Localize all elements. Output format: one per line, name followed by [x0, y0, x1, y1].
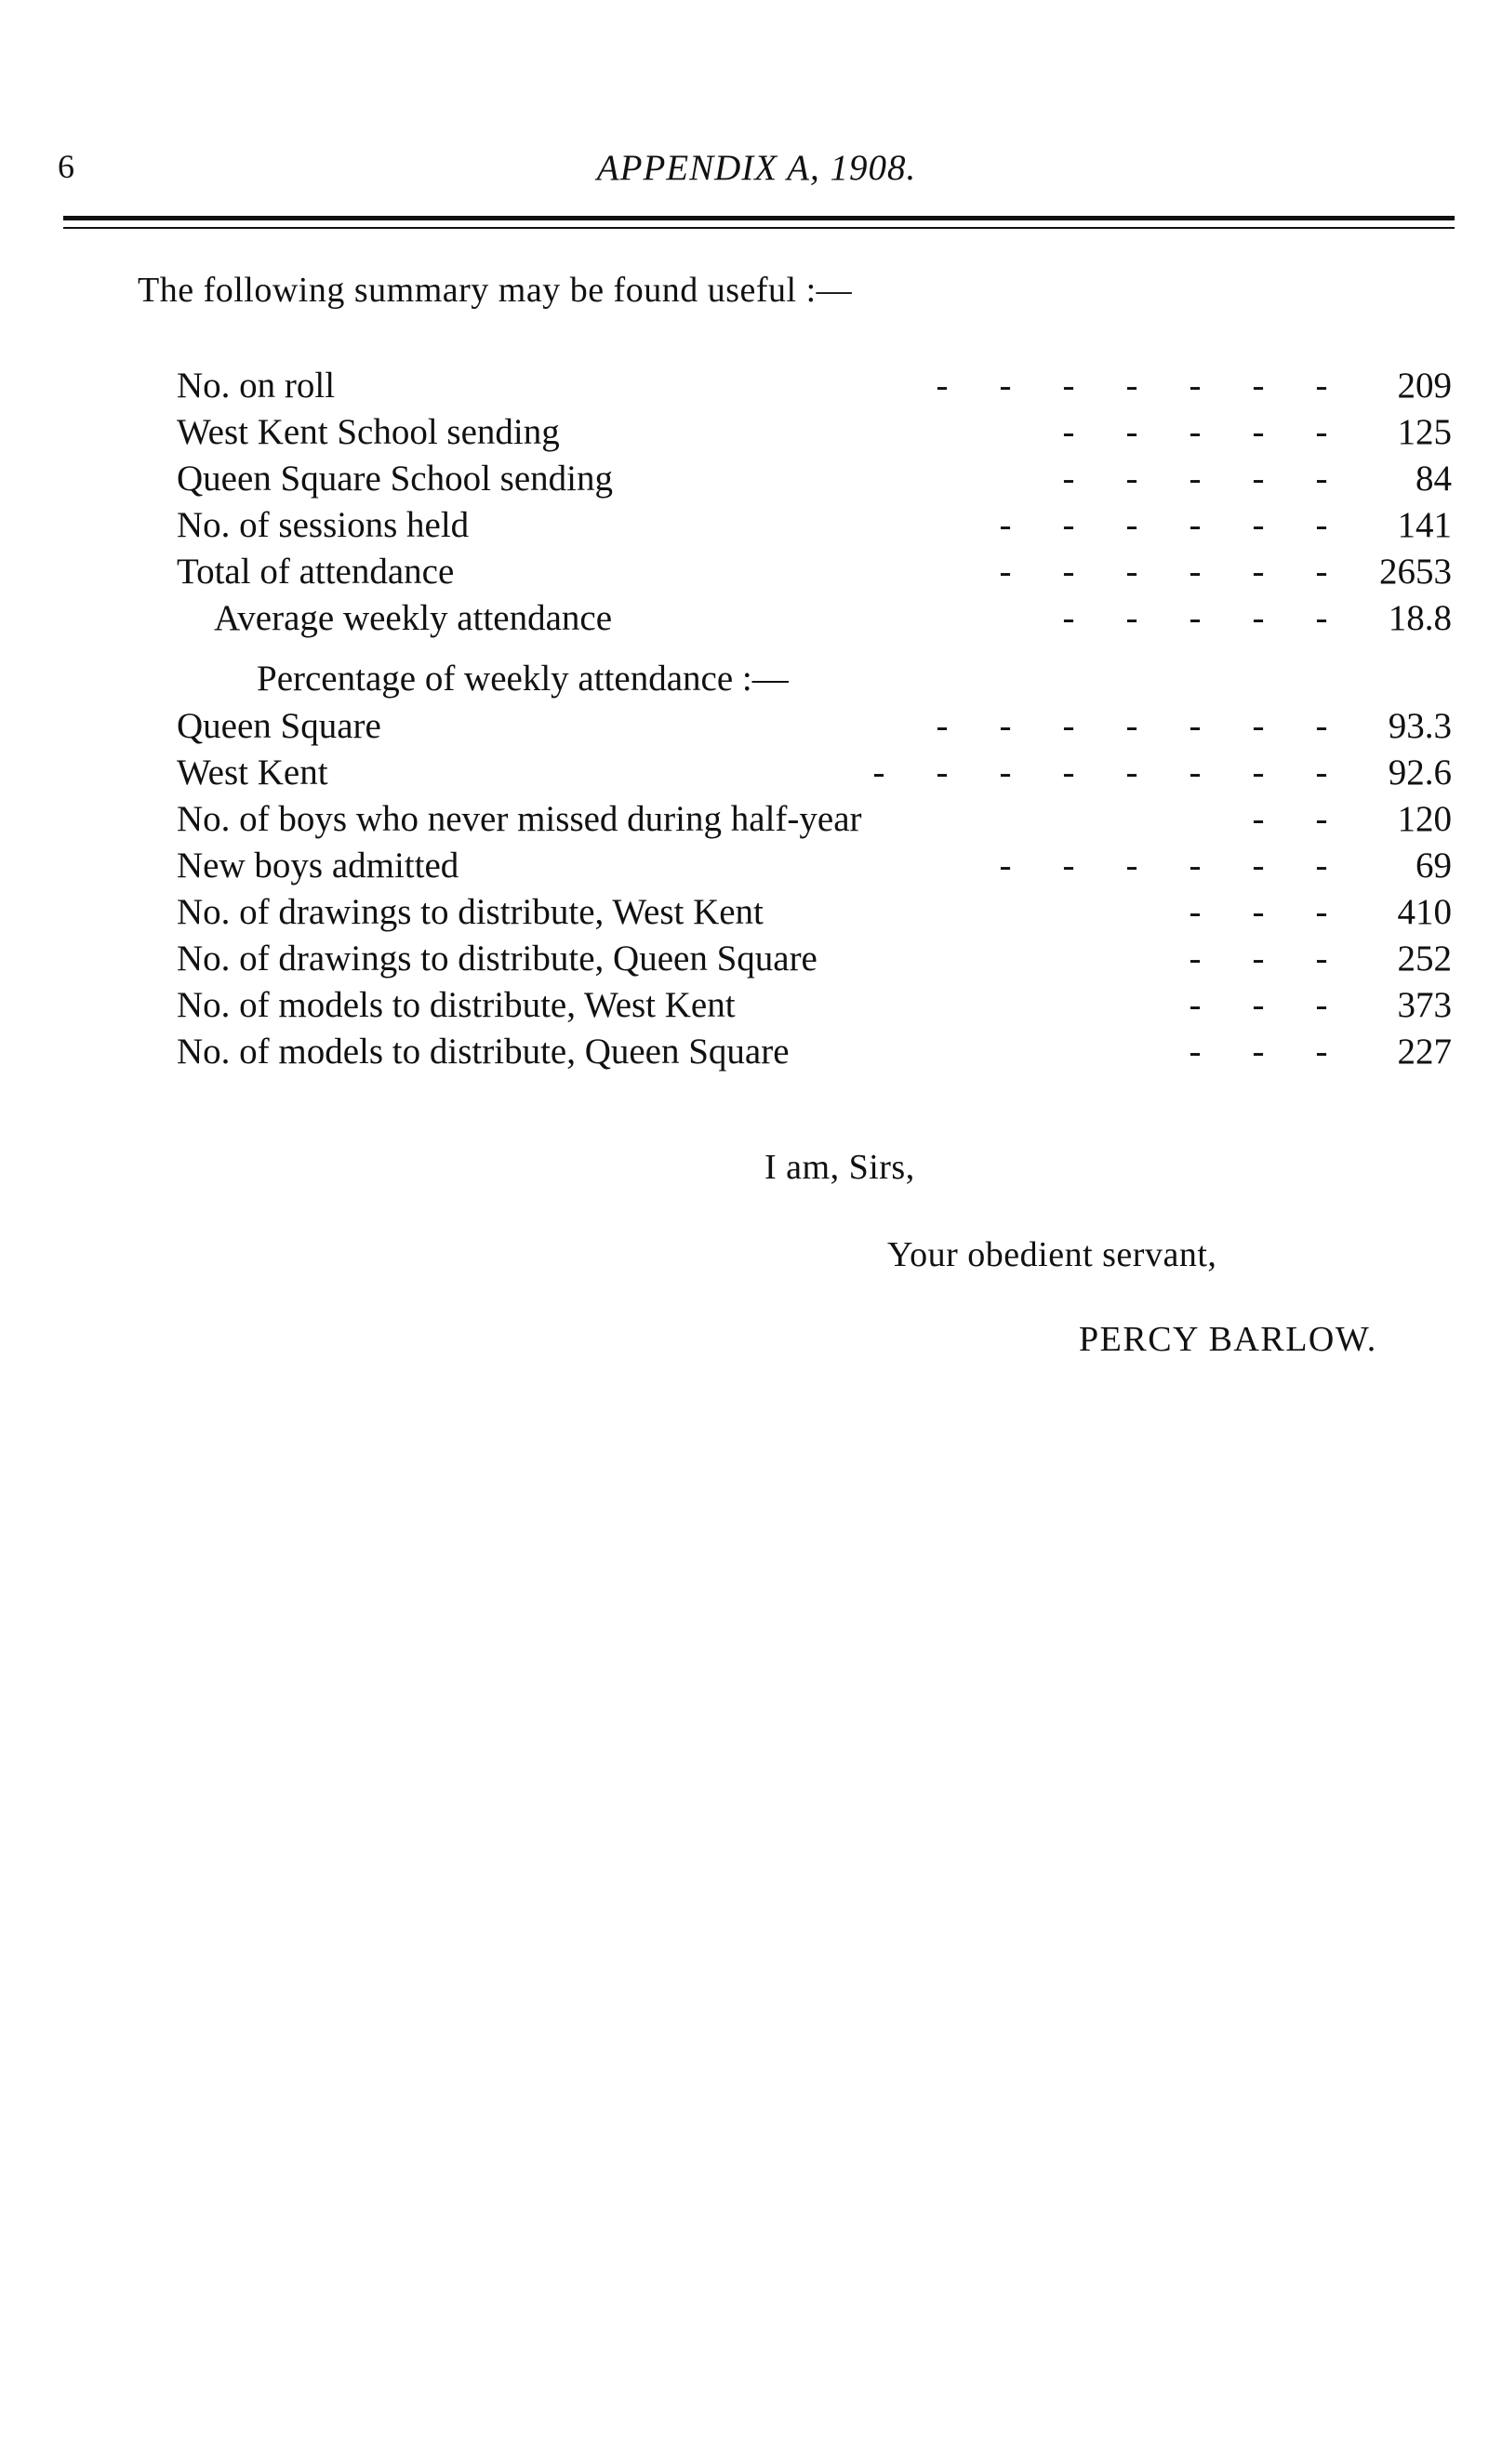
row-value: 92.6 [1388, 753, 1452, 792]
subheading-label: Percentage of weekly attendance :— [257, 659, 789, 699]
dot-leader: - - - [1189, 1032, 1328, 1072]
closing-valediction: Your obedient servant, [887, 1235, 1217, 1274]
row-label: No. of boys who never missed during half-year [177, 799, 862, 839]
row-value: 2653 [1379, 552, 1452, 592]
row-label: No. of models to distribute, Queen Square [177, 1032, 790, 1072]
dot-leader: - - - - - - - [936, 706, 1328, 746]
table-row [177, 595, 1455, 642]
running-head [58, 147, 1455, 193]
row-value: 252 [1397, 939, 1452, 979]
table-row [177, 796, 1455, 843]
closing-salutation: I am, Sirs, [764, 1148, 915, 1187]
running-title: APPENDIX A, 1908. [596, 148, 917, 188]
row-value: 373 [1397, 985, 1452, 1025]
row-value: 141 [1397, 505, 1452, 545]
row-value: 209 [1397, 366, 1452, 406]
table-row [177, 549, 1455, 595]
dot-leader: - - - - - - - [936, 366, 1328, 406]
row-label: New boys admitted [177, 846, 459, 886]
table-row [177, 409, 1455, 456]
row-value: 84 [1416, 459, 1452, 499]
table-row [177, 502, 1455, 549]
summary-group-details [177, 703, 1455, 1075]
table-row [177, 936, 1455, 982]
dot-leader: - - - - - - [999, 846, 1328, 886]
dot-leader: - - - - - [1062, 459, 1328, 499]
row-value: 69 [1416, 846, 1452, 886]
percentage-subheading [177, 642, 1455, 703]
table-row [177, 456, 1455, 502]
row-label: Queen Square [177, 706, 381, 746]
page-number: 6 [58, 148, 74, 185]
header-rule-thin [63, 227, 1455, 229]
row-label: No. of models to distribute, West Kent [177, 985, 736, 1025]
row-value: 410 [1397, 892, 1452, 932]
summary-group-general [177, 363, 1455, 642]
table-row [177, 889, 1455, 936]
row-value: 227 [1397, 1032, 1452, 1072]
header-rule-thick [63, 216, 1455, 220]
row-value: 125 [1397, 412, 1452, 452]
row-label: No. of drawings to distribute, Queen Square [177, 939, 817, 979]
table-row [177, 750, 1455, 796]
table-row [177, 982, 1455, 1029]
dot-leader: - - - - - [1062, 412, 1328, 452]
dot-leader: - - - [1189, 939, 1328, 979]
summary-table [177, 363, 1455, 1075]
row-label: Queen Square School sending [177, 459, 613, 499]
signature-name: PERCY BARLOW. [1079, 1320, 1377, 1359]
table-row [177, 1029, 1455, 1075]
dot-leader: - - - - - - - - [872, 753, 1328, 792]
dot-leader: - - - [1189, 892, 1328, 932]
row-label: No. of sessions held [177, 505, 470, 545]
dot-leader: - - - - - [1062, 598, 1328, 638]
intro-line: The following summary may be found useful :— [138, 271, 853, 310]
table-row [177, 703, 1455, 750]
table-row [177, 843, 1455, 889]
row-label: No. of drawings to distribute, West Kent [177, 892, 764, 932]
dot-leader: - - [1252, 799, 1328, 839]
row-label: No. on roll [177, 366, 336, 406]
row-label: West Kent School sending [177, 412, 560, 452]
table-row [177, 363, 1455, 409]
dot-leader: - - - - - - [999, 505, 1328, 545]
row-value: 18.8 [1388, 598, 1452, 638]
dot-leader: - - - [1189, 985, 1328, 1025]
row-value: 93.3 [1388, 706, 1452, 746]
row-label: Average weekly attendance [214, 598, 613, 638]
row-value: 120 [1397, 799, 1452, 839]
dot-leader: - - - - - - [999, 552, 1328, 592]
row-label: Total of attendance [177, 552, 455, 592]
row-label: West Kent [177, 753, 328, 792]
